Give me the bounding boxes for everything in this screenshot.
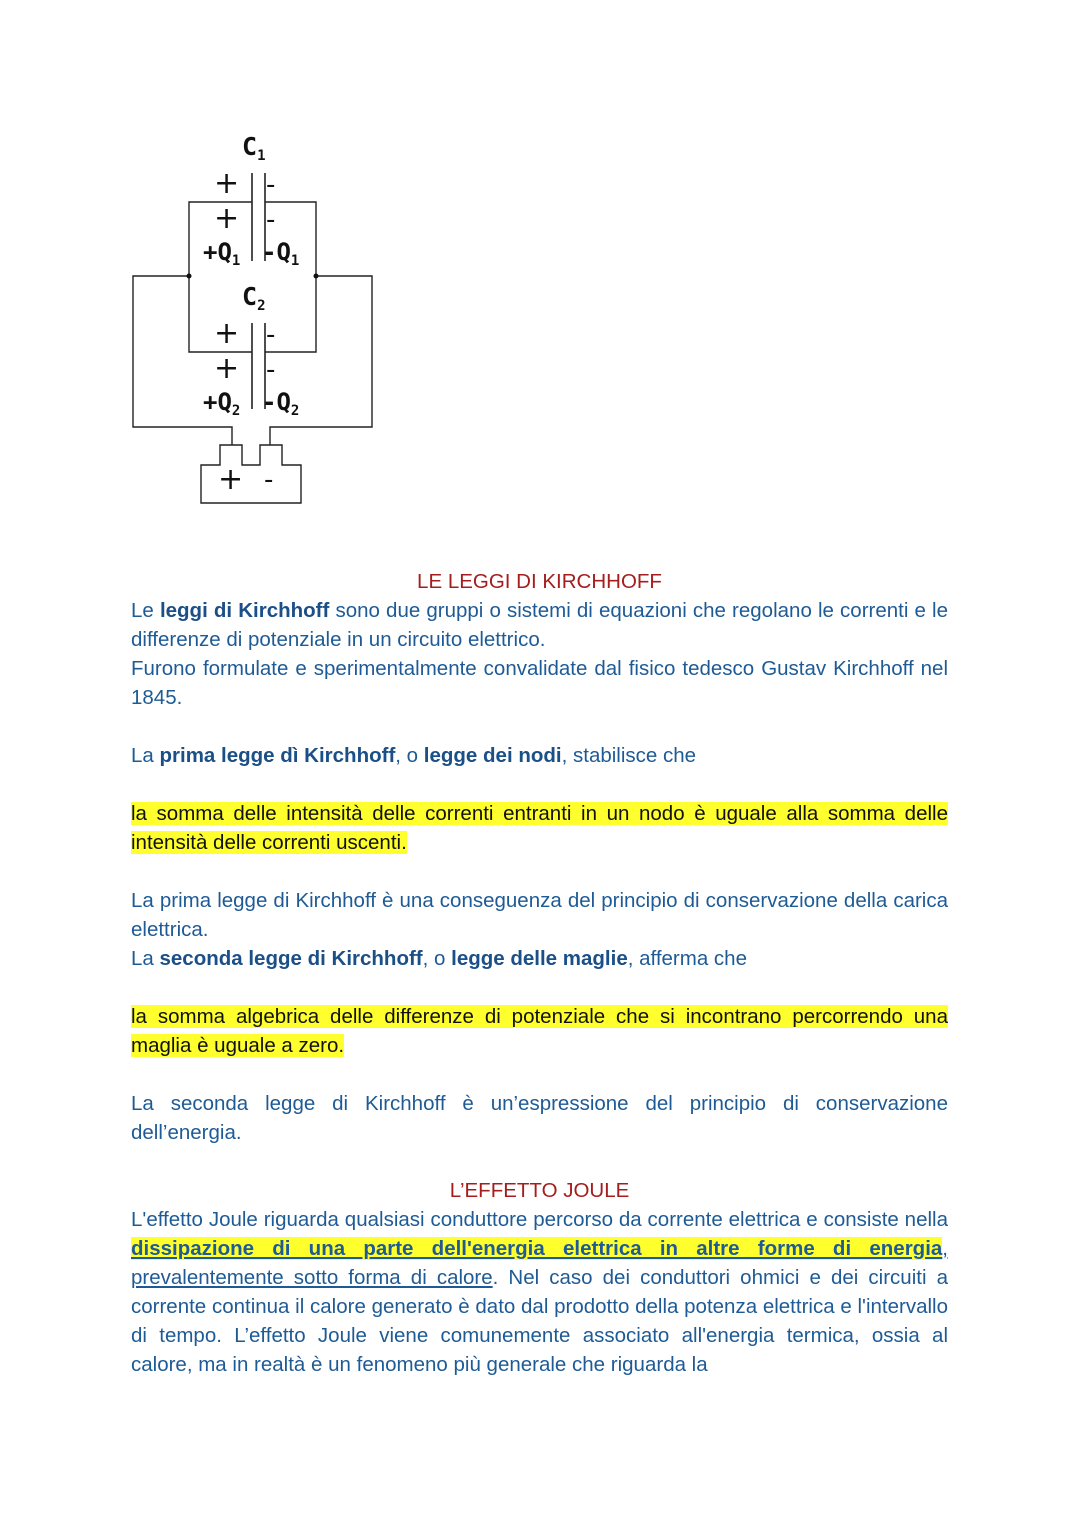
battery-minus: - bbox=[264, 465, 274, 495]
right-node bbox=[314, 274, 319, 279]
left-node bbox=[187, 274, 192, 279]
battery-plus: + bbox=[218, 462, 244, 497]
first-law-intro: La prima legge dì Kirchhoff, o legge dei nodi, stabilisce che bbox=[131, 744, 697, 767]
kirchhoff-intro: Le leggi di Kirchhoff sono due gruppi o sistemi di equazioni che regolano le correnti e le differenze di potenziale in un circuito elettrico. bbox=[131, 599, 949, 651]
c1-minus-top: - bbox=[266, 170, 276, 200]
c2-plus-mid: + bbox=[214, 351, 240, 386]
joule-heading: L’EFFETTO JOULE bbox=[449, 1179, 630, 1202]
q2-positive: $+Q_2$ bbox=[203, 388, 241, 419]
document-text bbox=[131, 567, 948, 1379]
second-law-intro: La seconda legge di Kirchhoff, o legge delle maglie, afferma che bbox=[131, 947, 747, 970]
second-law-note: La seconda legge di Kirchhoff è un’espressione del principio di conservazione dell’energia. bbox=[131, 1092, 948, 1144]
c1-minus-mid: - bbox=[266, 205, 276, 235]
joule-paragraph: L'effetto Joule riguarda qualsiasi conduttore percorso da corrente elettrica e consiste nella dissipazione di una parte dell'energia elettrica in altre forme di energia, prevalentemente sotto forma di calore. Nel caso dei conduttori ohmici e dei circuiti a corrente continua il calore generato è dato dal prodotto della potenza elettrica e l'intervallo di tempo. L’effetto Joule viene comunemente associato all'energia termica, ossia al calore, ma in realtà è un fenomeno più generale che riguarda la bbox=[131, 1208, 948, 1376]
capacitor-circuit-diagram bbox=[100, 115, 400, 515]
c1-plus-top: + bbox=[214, 166, 240, 201]
c2-label: $C_2$ bbox=[242, 282, 266, 314]
q1-negative: $-Q_1$ bbox=[262, 238, 300, 269]
first-law-note: La prima legge di Kirchhoff è una conseguenza del principio di conservazione della carica elettrica. bbox=[131, 889, 948, 941]
kirchhoff-heading: LE LEGGI DI KIRCHHOFF bbox=[417, 570, 662, 593]
c1-label: $C_1$ bbox=[242, 132, 266, 164]
c2-minus-mid: - bbox=[266, 355, 276, 385]
c1-plus-mid: + bbox=[214, 201, 240, 236]
q1-positive: $+Q_1$ bbox=[203, 238, 241, 269]
q2-negative: $-Q_2$ bbox=[262, 388, 300, 419]
first-law-statement: la somma delle intensità delle correnti entranti in un nodo è uguale alla somma delle intensità delle correnti uscenti. bbox=[131, 802, 948, 854]
battery bbox=[201, 445, 301, 503]
second-law-statement: la somma algebrica delle differenze di potenziale che si incontrano percorrendo una maglia è uguale a zero. bbox=[131, 1005, 948, 1057]
c2-minus-top: - bbox=[266, 320, 276, 350]
c2-plus-top: + bbox=[214, 316, 240, 351]
outer-right-wire bbox=[270, 276, 372, 445]
kirchhoff-history: Furono formulate e sperimentalmente convalidate dal fisico tedesco Gustav Kirchhoff nel 1845. bbox=[131, 657, 948, 709]
